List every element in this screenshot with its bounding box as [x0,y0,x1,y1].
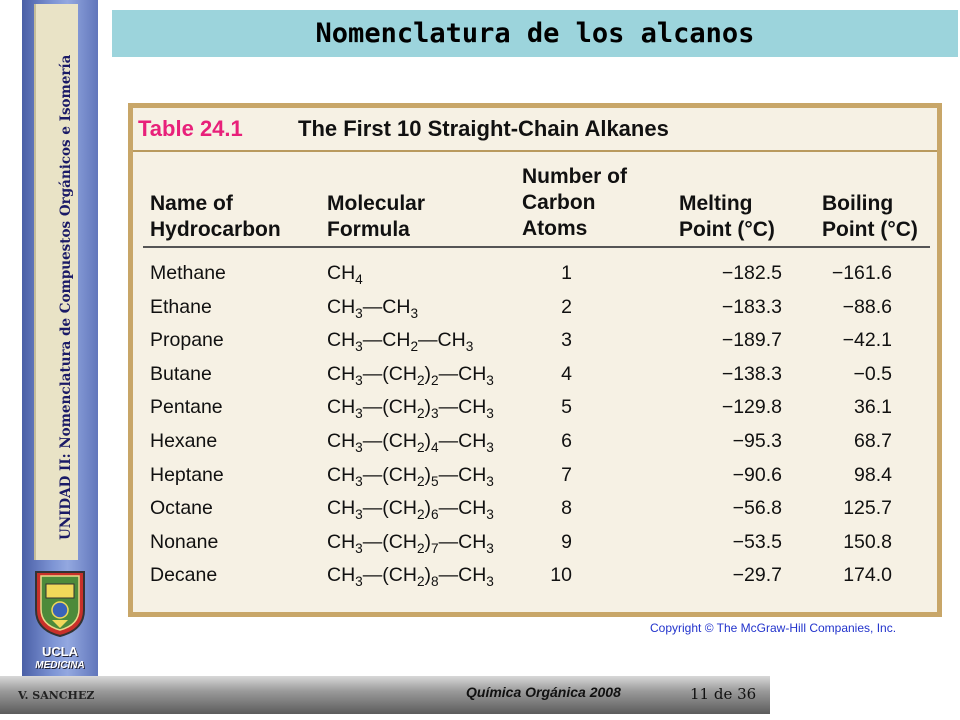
cell-formula: $CH_3—(CH_2)_8—CH_3$ [327,564,494,590]
header-formula: Molecular Formula [327,192,426,241]
cell-melting: −183.3 [721,295,782,318]
cell-carbons: 9 [561,530,572,553]
cell-name: Pentane [150,396,223,419]
cell-name: Heptane [150,463,224,486]
cell-name: Propane [150,329,224,352]
cell-formula: $CH_4$ [327,262,363,287]
caption-divider [133,150,937,152]
table-row [0,363,960,397]
cell-formula: $CH_3—CH_3$ [327,295,419,321]
cell-carbons: 7 [561,463,572,486]
cell-name: Octane [150,497,213,520]
table-caption: The First 10 Straight-Chain Alkanes [298,116,669,141]
cell-melting: −95.3 [732,430,782,452]
cell-formula: $CH_3—(CH_2)_7—CH_3$ [327,530,494,556]
table-row [0,564,960,598]
cell-boiling: 36.1 [854,396,892,419]
table-number: Table 24.1 [138,116,243,141]
table-row [0,396,960,430]
logo-text-medicina: MEDICINA [35,660,85,671]
cell-boiling: −42.1 [842,329,892,352]
logo-text-ucla: UCLA [41,644,79,659]
cell-boiling: −88.6 [842,295,892,318]
cell-name: Butane [150,362,212,385]
header-carbons: Number of Carbon Atoms [522,165,627,240]
slide-title: Nomenclatura de los alcanos [315,18,755,49]
cell-carbons: 8 [561,497,572,520]
cell-carbons: 2 [561,295,572,318]
cell-formula: $CH_3—(CH_2)_5—CH_3$ [327,463,494,489]
cell-carbons: 1 [561,262,572,284]
cell-name: Ethane [150,295,212,318]
cell-melting: −29.7 [732,564,782,587]
cell-boiling: 174.0 [843,564,892,587]
table-row [0,329,960,363]
cell-melting: −138.3 [721,362,782,385]
cell-boiling: 125.7 [843,497,892,520]
cell-formula: $CH_3—(CH_2)_2—CH_3$ [327,362,494,388]
cell-formula: $CH_3—(CH_2)_4—CH_3$ [327,430,494,455]
cell-melting: −56.8 [732,497,782,520]
cell-formula: $CH_3—(CH_2)_3—CH_3$ [327,396,494,422]
cell-melting: −189.7 [721,329,782,352]
cell-boiling: 150.8 [843,530,892,553]
header-melting: Melting Point (°C) [679,192,775,241]
footer-bar [0,676,770,714]
cell-carbons: 3 [561,329,572,352]
cell-carbons: 6 [561,430,572,452]
cell-name: Decane [150,564,218,587]
cell-formula: $CH_3—(CH_2)_6—CH_3$ [327,497,494,523]
cell-boiling: 98.4 [854,463,892,486]
cell-carbons: 10 [550,564,572,587]
cell-boiling: −161.6 [831,262,892,284]
table-row [0,430,960,464]
table-row [0,262,960,296]
table-row [0,296,960,330]
cell-boiling: 68.7 [854,430,892,452]
cell-melting: −53.5 [732,530,782,553]
cell-name: Nonane [150,530,219,553]
header-boiling: Boiling Point (°C) [822,192,918,241]
table-row [0,497,960,531]
cell-melting: −129.8 [721,396,782,419]
footer-course: Química Orgánica 2008 [466,684,621,700]
cell-carbons: 4 [561,362,572,385]
header-name: Name of Hydrocarbon [150,192,281,241]
cell-name: Methane [150,262,226,284]
cell-name: Hexane [150,430,218,452]
cell-melting: −182.5 [721,262,782,284]
footer-author: V. SANCHEZ [18,689,95,702]
cell-boiling: −0.5 [853,362,892,385]
title-bar [112,10,958,57]
table-row [0,464,960,498]
unit-title-vertical: UNIDAD II: Nomenclatura de Compuestos Orgánicos e Isomería [58,54,74,540]
page-number: 11 de 36 [690,685,757,703]
cell-carbons: 5 [561,396,572,419]
header-divider [143,246,930,248]
cell-formula: $CH_3—CH_2—CH_3$ [327,329,474,355]
table-row [0,531,960,565]
copyright-notice: Copyright © The McGraw-Hill Companies, Inc. [650,621,897,635]
cell-melting: −90.6 [732,463,782,486]
